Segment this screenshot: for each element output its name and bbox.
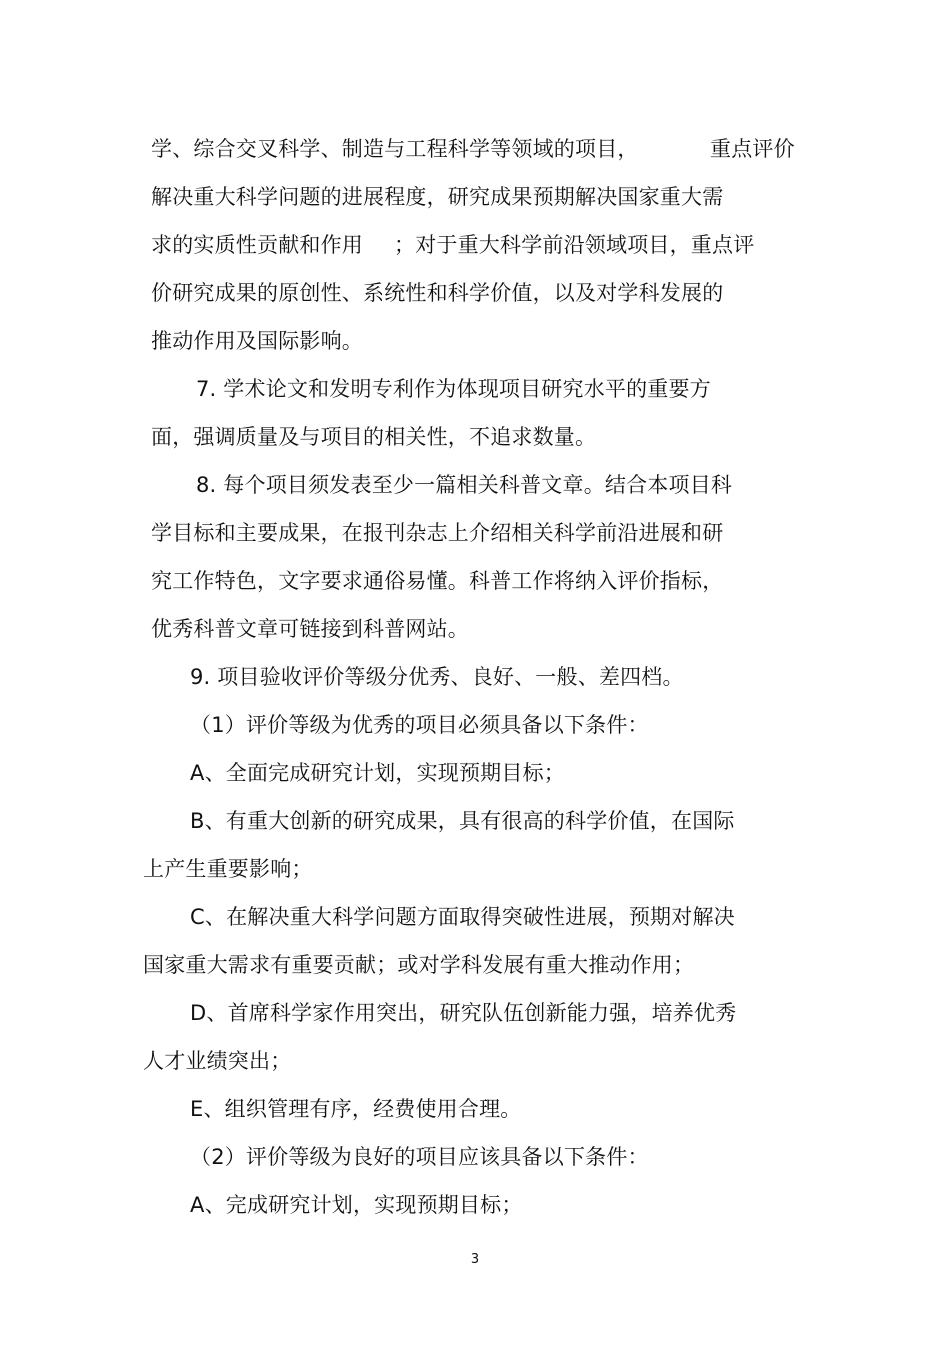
text-line-3b: ；对于重大科学前沿领域项目，重点评: [394, 233, 755, 257]
text-line-6: 7. 学术论文和发明专利作为体现项目研究水平的重要方: [196, 377, 711, 401]
text-line-16: 上产生重要影响；: [143, 857, 313, 881]
text-line-8: 8. 每个项目须发表至少一篇相关科普文章。结合本项目科: [196, 473, 733, 497]
text-line-4: 价研究成果的原创性、系统性和科学价值，以及对学科发展的: [151, 281, 724, 305]
text-line-22: （2）评价等级为良好的项目应该具备以下条件：: [190, 1145, 649, 1169]
text-line-18: 国家重大需求有重要贡献；或对学科发展有重大推动作用；: [143, 953, 695, 977]
text-line-19: D、首席科学家作用突出，研究队伍创新能力强，培养优秀: [190, 1001, 737, 1025]
text-line-7: 面，强调质量及与项目的相关性，不追求数量。: [151, 425, 597, 449]
text-line-23: A、完成研究计划，实现预期目标；: [190, 1193, 523, 1217]
text-line-21: E、组织管理有序，经费使用合理。: [190, 1097, 522, 1121]
text-line-11: 优秀科普文章可链接到科普网站。: [151, 617, 469, 641]
text-line-2: 解决重大科学问题的进展程度，研究成果预期解决国家重大需: [151, 185, 724, 209]
text-line-13: （1）评价等级为优秀的项目必须具备以下条件：: [190, 713, 649, 737]
text-line-9: 学目标和主要成果，在报刊杂志上介绍相关科学前沿进展和研: [151, 521, 724, 545]
text-line-17: C、在解决重大科学问题方面取得突破性进展，预期对解决: [190, 905, 735, 929]
text-line-12: 9. 项目验收评价等级分优秀、良好、一般、差四档。: [190, 665, 684, 689]
text-line-10: 究工作特色，文字要求通俗易懂。科普工作将纳入评价指标，: [151, 569, 724, 593]
text-line-20: 人才业绩突出；: [143, 1049, 292, 1073]
text-line-15: B、有重大创新的研究成果，具有很高的科学价值，在国际: [190, 809, 735, 833]
text-line-1: 学、综合交叉科学、制造与工程科学等领域的项目，: [151, 137, 639, 161]
text-line-5: 推动作用及国际影响。: [151, 329, 363, 353]
text-line-14: A、全面完成研究计划，实现预期目标；: [190, 761, 565, 785]
page-number: 3: [470, 1252, 480, 1267]
text-line-3: 求的实质性贡献和作用: [151, 233, 363, 257]
text-line-1b: 重点评价: [710, 137, 795, 161]
